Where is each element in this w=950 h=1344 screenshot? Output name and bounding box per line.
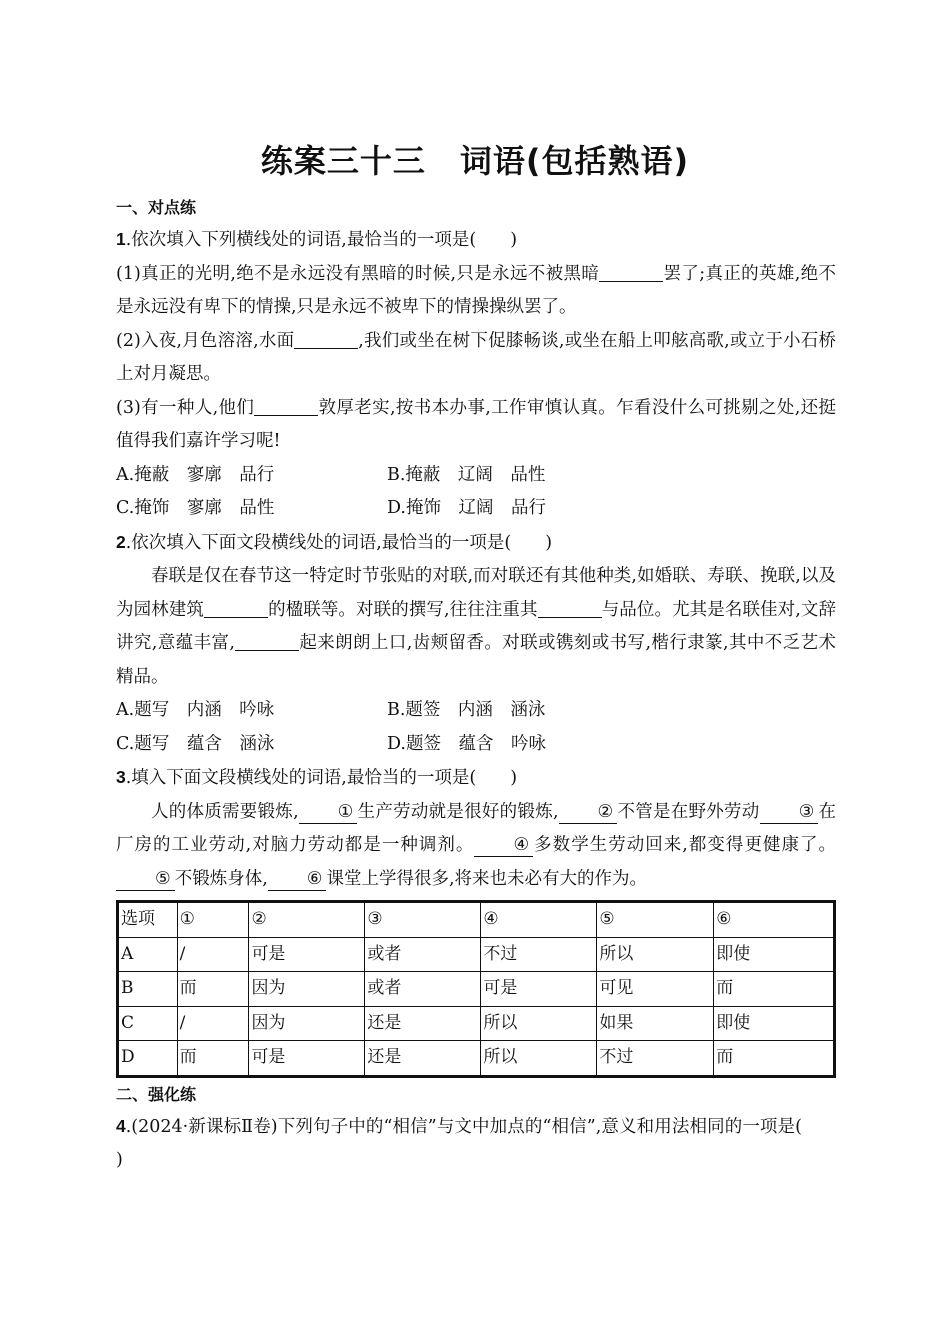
table-cell: ④: [481, 902, 597, 938]
fill-blank: [235, 633, 299, 652]
table-cell: 因为: [249, 972, 365, 1007]
table-cell: D: [118, 1041, 178, 1077]
numbered-blank: ④: [474, 834, 533, 857]
q1-sentence-2: (2)入夜,月色溶溶,水面 ,我们或坐在树下促膝畅谈,或坐在船上叩舷高歌,或立于小石桥上对月凝思。: [116, 330, 836, 384]
q1-options-row-2: [116, 492, 836, 526]
q2-options-row-1: [116, 694, 836, 728]
section-heading-2: 二、强化练: [116, 1084, 197, 1104]
table-cell: 而: [714, 972, 835, 1007]
section-heading-1: 一、对点练: [116, 198, 197, 217]
fill-blank: [294, 330, 358, 349]
table-cell: 所以: [597, 937, 714, 972]
table-row: [118, 1041, 835, 1077]
content-body: [116, 193, 836, 1178]
q1-options-row-1: [116, 459, 836, 493]
q2-stem: 2.依次填入下面文段横线处的词语,最恰当的一项是( ): [116, 531, 553, 553]
numbered-blank: ⑥: [268, 868, 327, 891]
table-cell: A: [118, 937, 178, 972]
q2-passage: 春联是仅在春节这一特定时节张贴的对联,而对联还有其他种类,如婚联、寿联、挽联,以及为园林建筑 的楹联等。对联的撰写,往往注重其 与品位。尤其是名联佳对,文辞讲究,意蕴丰富, 起来朗朗上口,齿颊留香。对联或镌刻或书写,楷行隶篆,其中不乏艺术精品。: [116, 566, 836, 687]
table-cell: 不过: [597, 1041, 714, 1077]
q2-options-row-2: [116, 728, 836, 762]
q1-option-c[interactable]: C.掩饰 寥廓 品性: [116, 498, 275, 518]
table-cell: 而: [177, 1041, 249, 1077]
table-cell: 选项: [118, 902, 178, 938]
table-cell: 不过: [481, 937, 597, 972]
title-main: 练案三十三: [260, 142, 426, 180]
table-row: [118, 937, 835, 972]
q2-option-c[interactable]: C.题写 蕴含 涵泳: [116, 733, 275, 754]
page-title: [0, 136, 950, 182]
table-cell: 或者: [365, 972, 481, 1007]
q3-passage: 人的体质需要锻炼, ① 生产劳动就是很好的锻炼, ② 不管是在野外劳动 ③ 在厂房的工业劳动,对脑力劳动都是一种调剂。 ④ 多数学生劳动回来,都变得更健康了。⑤ 不锻炼身体, ⑥ 课堂上学得很多,将来也未必有大的作为。: [116, 801, 837, 889]
table-cell: ⑥: [714, 902, 835, 938]
table-cell: 还是: [365, 1041, 481, 1077]
table-cell: ⑤: [597, 902, 714, 938]
table-cell: 而: [177, 972, 249, 1007]
table-cell: ①: [177, 902, 249, 938]
table-cell: ②: [249, 902, 365, 938]
q1-option-d[interactable]: D.掩饰 辽阔 品行: [387, 498, 546, 518]
table-cell: 可是: [249, 937, 365, 972]
fill-blank: [254, 397, 318, 416]
table-cell: 而: [714, 1041, 835, 1077]
q1-sentence-1: (1)真正的光明,绝不是永远没有黑暗的时候,只是永远不被黑暗 罢了;真正的英雄,绝不是永远没有卑下的情操,只是永远不被卑下的情操操纵罢了。: [116, 263, 836, 317]
fill-blank: [538, 599, 602, 618]
table-cell: 因为: [249, 1006, 365, 1041]
table-cell: /: [177, 1006, 249, 1041]
table-row: [118, 972, 835, 1007]
q1-sentence-3: (3)有一种人,他们 敦厚老实,按书本办事,工作审慎认真。乍看没什么可挑剔之处,还挺值得我们嘉许学习呢!: [116, 397, 836, 451]
table-cell: 可是: [481, 972, 597, 1007]
q2-option-b[interactable]: B.题签 内涵 涵泳: [387, 700, 546, 720]
table-cell: 可见: [597, 972, 714, 1007]
table-cell: B: [118, 972, 178, 1007]
q2-option-d[interactable]: D.题签 蕴含 吟咏: [387, 733, 546, 754]
q1-option-b[interactable]: B.掩蔽 辽阔 品性: [387, 464, 546, 485]
table-cell: 如果: [597, 1006, 714, 1041]
table-cell: 所以: [481, 1006, 597, 1041]
table-cell: ③: [365, 902, 481, 938]
q4-stem: 4.(2024·新课标Ⅱ卷)下列句子中的“相信”与文中加点的“相信”,意义和用法相同的一项是(): [116, 1115, 802, 1170]
table-row: [118, 1006, 835, 1041]
numbered-blank: ①: [299, 801, 358, 824]
table-cell: 即使: [714, 1006, 835, 1041]
table-cell: 或者: [365, 937, 481, 972]
table-header-row: [118, 902, 835, 938]
table-cell: /: [177, 937, 249, 972]
q3-options-table: [116, 900, 836, 1078]
fill-blank: [599, 263, 663, 282]
q1-option-a[interactable]: A.掩蔽 寥廓 品行: [116, 464, 275, 485]
q3-stem: 3.填入下面文段横线处的词语,最恰当的一项是( ): [116, 767, 518, 788]
table-cell: C: [118, 1006, 178, 1041]
table-cell: 可是: [249, 1041, 365, 1077]
table-cell: 即使: [714, 937, 835, 972]
q2-option-a[interactable]: A.题写 内涵 吟咏: [116, 700, 275, 720]
numbered-blank: ⑤: [116, 868, 175, 891]
table-cell: 还是: [365, 1006, 481, 1041]
table-cell: 所以: [481, 1041, 597, 1077]
numbered-blank: ③: [760, 801, 819, 824]
numbered-blank: ②: [559, 801, 618, 824]
q1-stem: 1.依次填入下列横线处的词语,最恰当的一项是( ): [116, 229, 518, 250]
title-sub: 词语(包括熟语): [459, 142, 690, 180]
fill-blank: [204, 599, 268, 618]
